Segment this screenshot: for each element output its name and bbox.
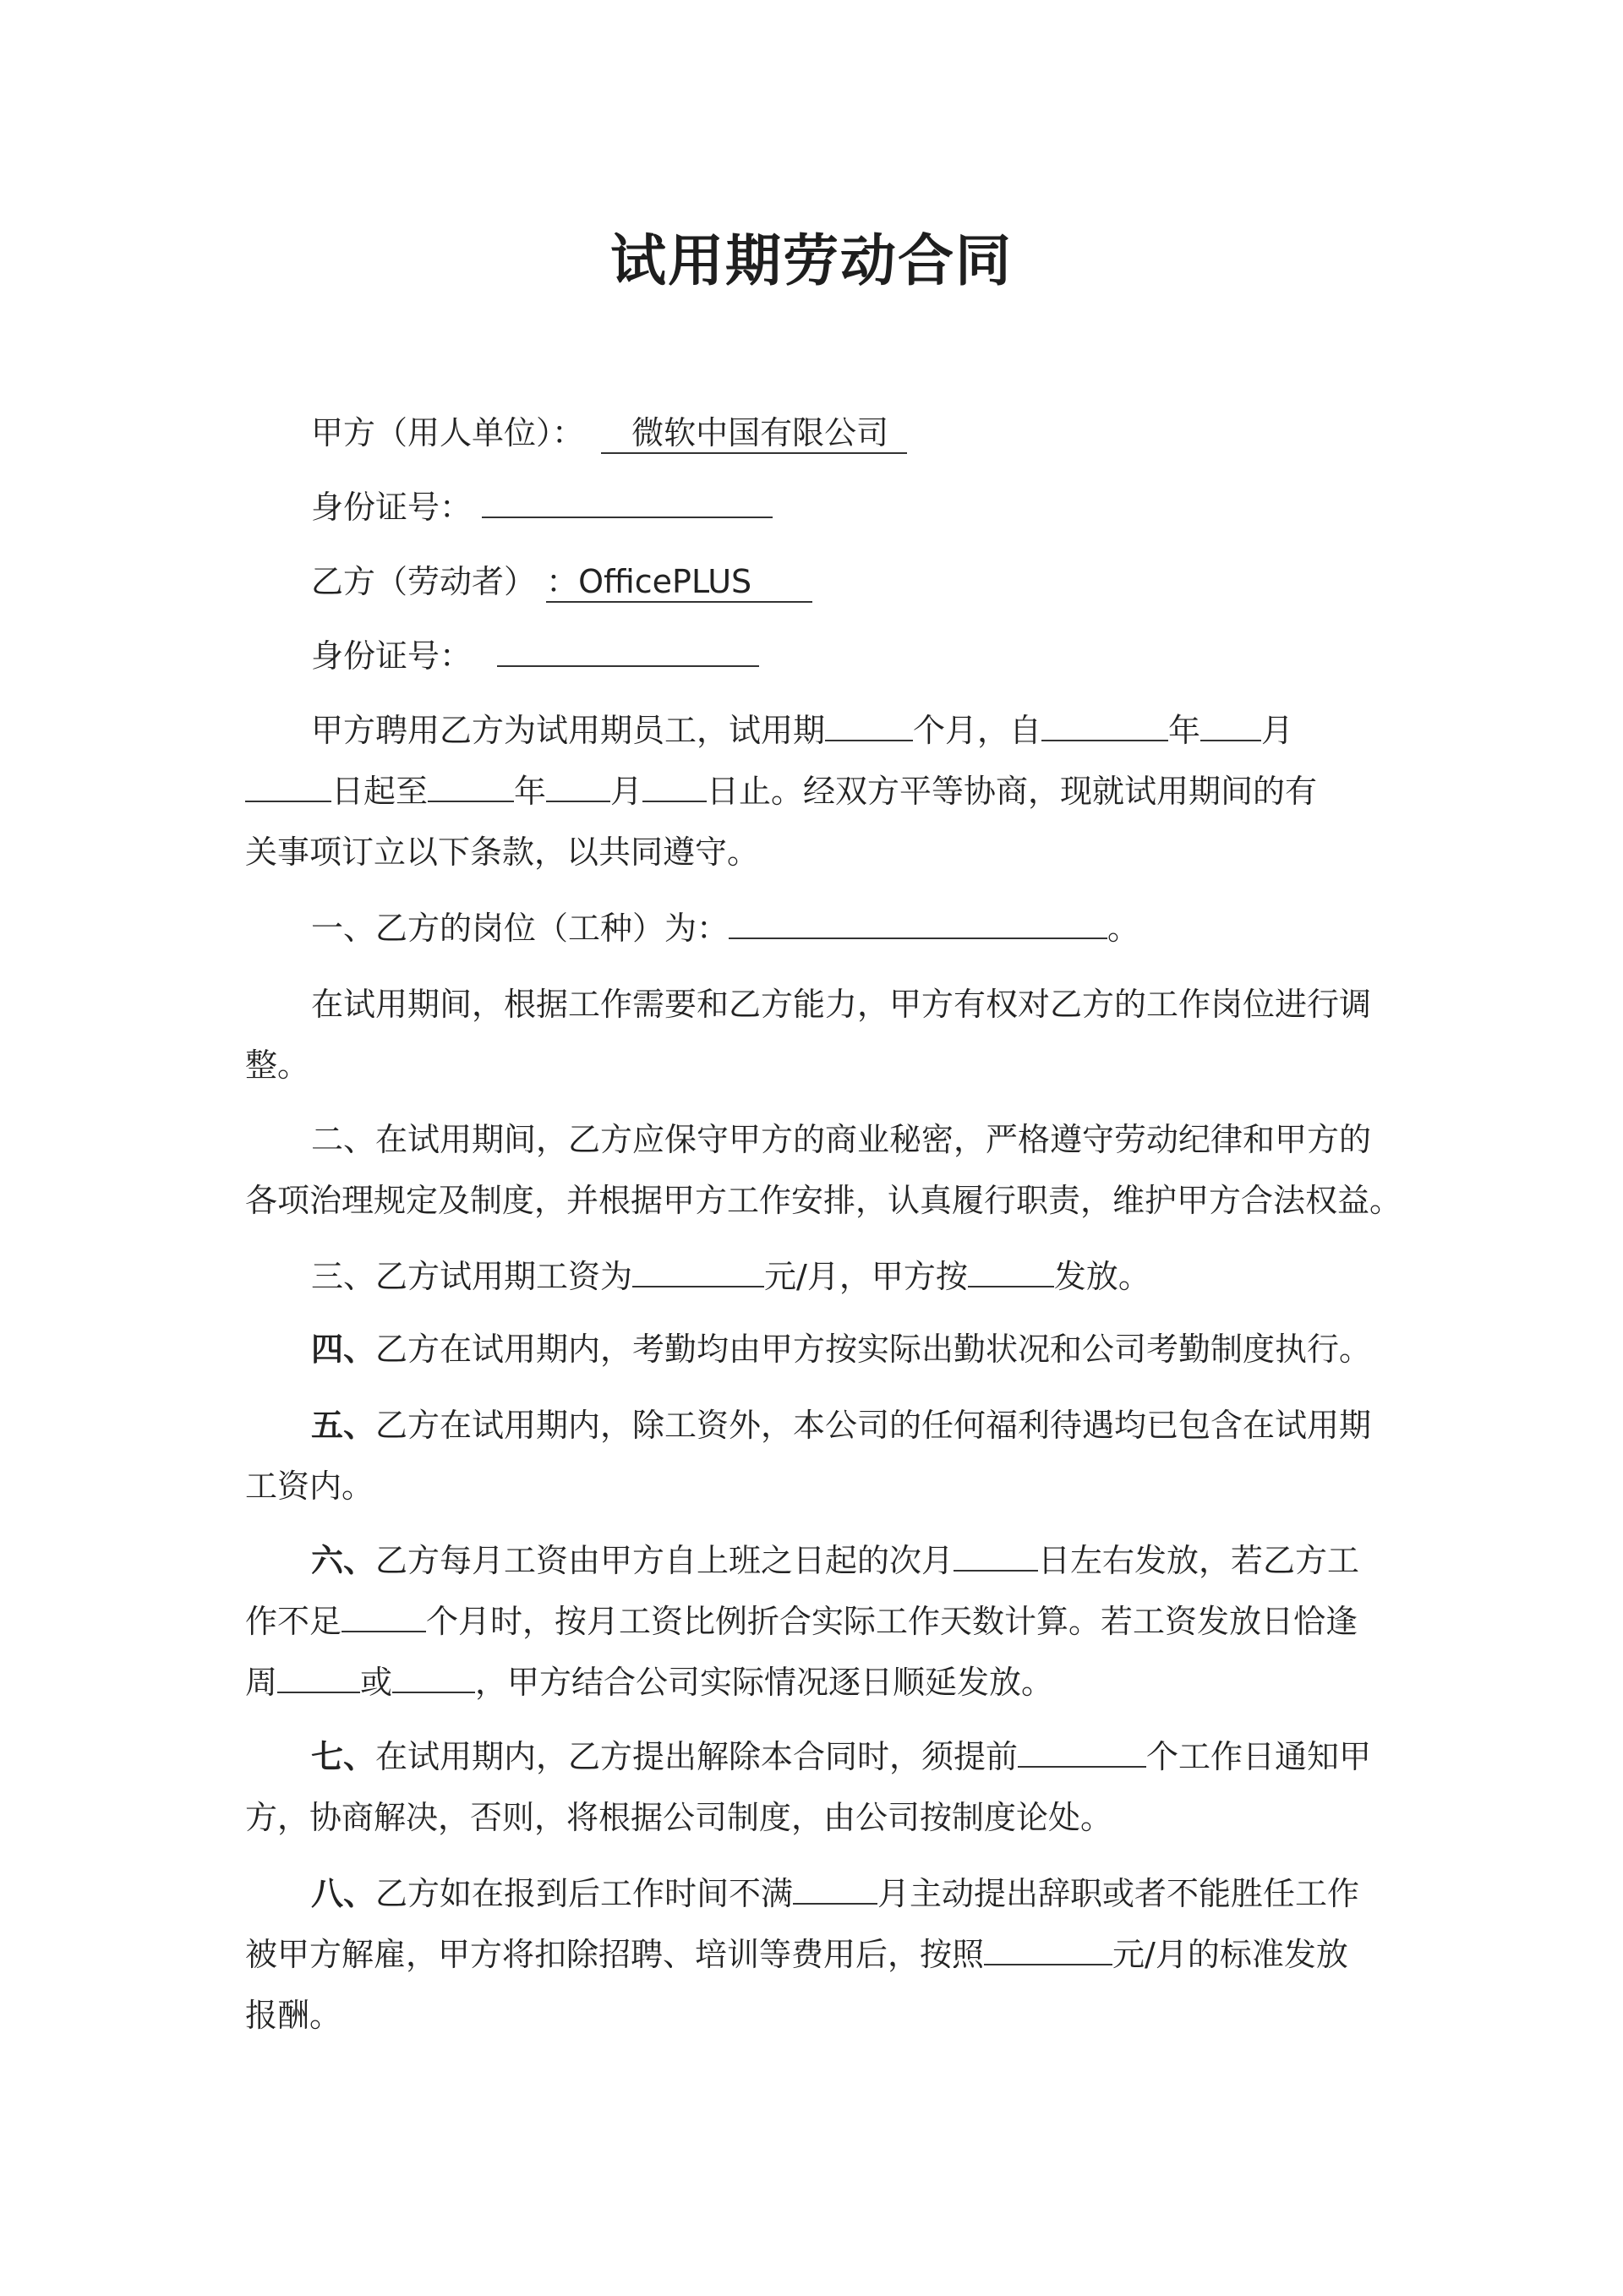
clause-4-text: 乙方在试用期内，考勤均由甲方按实际出勤状况和公司考勤制度执行。 xyxy=(375,1331,1372,1368)
clause-2-line-2 xyxy=(245,1170,1402,1231)
clause-8-text-c: 报酬。 xyxy=(245,1997,342,2034)
clause-6-text-b2: 个月时，按月工资比例折合实际工作天数计算。若工资发放日恰逢 xyxy=(426,1603,1358,1640)
clause-5-line-2 xyxy=(245,1456,1386,1517)
clause-1-para-line-2 xyxy=(245,1035,1386,1096)
blank-end-day xyxy=(642,762,707,802)
clause-2-text-a: 二、在试用期间，乙方应保守甲方的商业秘密，严格遵守劳动纪律和甲方的 xyxy=(311,1121,1372,1158)
intro-line-1 xyxy=(245,700,1386,761)
clause-7-number: 七、 xyxy=(311,1738,376,1775)
clause-6-line-1 xyxy=(245,1530,1386,1591)
clause-6-number: 六、 xyxy=(311,1542,376,1579)
intro-line-3 xyxy=(245,822,1386,883)
clause-8-text-b2: 元/月的标准发放 xyxy=(1112,1936,1348,1973)
clause-7-line-1 xyxy=(245,1726,1386,1787)
intro-text-4: 月 xyxy=(1261,712,1294,749)
clause-7-text-a2: 个工作日通知甲 xyxy=(1146,1738,1372,1775)
clause-5-line-1 xyxy=(245,1395,1386,1456)
blank-position xyxy=(729,899,1107,939)
clause-6-line-3 xyxy=(245,1652,1386,1713)
id-number-blank-2 xyxy=(497,626,759,667)
blank-start-day xyxy=(245,762,331,802)
clause-3-text-b: 元/月，甲方按 xyxy=(764,1258,968,1295)
blank-weekday-1 xyxy=(277,1653,360,1693)
intro-text-7: 月 xyxy=(610,773,643,810)
clause-7-line-2 xyxy=(245,1787,1386,1848)
intro-text-9: 关事项订立以下条款，以共同遵守。 xyxy=(245,834,760,871)
clause-6-text-a1: 乙方每月工资由甲方自上班之日起的次月 xyxy=(375,1542,954,1579)
party-b-value: ：OfficePLUS xyxy=(546,562,812,603)
clause-1-para-line-1 xyxy=(245,974,1386,1035)
id-label-2: 身份证号： xyxy=(311,637,473,675)
party-b-label: 乙方（劳动者） xyxy=(311,563,537,600)
blank-probation-months xyxy=(825,701,913,741)
party-a-value: 微软中国有限公司 xyxy=(601,413,907,454)
clause-4-number: 四、 xyxy=(311,1331,376,1368)
clause-1-para-b: 整。 xyxy=(245,1047,310,1084)
clause-8-text-a1: 乙方如在报到后工作时间不满 xyxy=(375,1875,794,1912)
id-number-blank-1 xyxy=(482,478,773,518)
clause-8-line-2 xyxy=(245,1924,1386,1985)
id-number-line-2 xyxy=(245,626,1386,686)
clause-5-text-b: 工资内。 xyxy=(245,1468,374,1505)
clause-7-text-b: 方，协商解决，否则，将根据公司制度，由公司按制度论处。 xyxy=(245,1799,1113,1836)
clause-6-line-2 xyxy=(245,1591,1386,1652)
clause-2-line-1 xyxy=(245,1109,1386,1170)
clause-2-text-b: 各项治理规定及制度，并根据甲方工作安排，认真履行职责，维护甲方合法权益。 xyxy=(245,1182,1402,1219)
clause-3-text-c: 发放。 xyxy=(1053,1258,1150,1295)
intro-text-2: 个月，自 xyxy=(913,712,1042,749)
blank-end-month xyxy=(546,762,610,802)
party-a-line xyxy=(245,402,1386,463)
blank-min-months xyxy=(793,1864,877,1905)
clause-3-text-a: 三、乙方试用期工资为 xyxy=(311,1258,633,1295)
intro-line-2 xyxy=(245,761,1386,822)
clause-1-para-a: 在试用期间，根据工作需要和乙方能力，甲方有权对乙方的工作岗位进行调 xyxy=(311,986,1372,1023)
blank-weekday-2 xyxy=(392,1653,475,1693)
clause-6-text-c2: 或 xyxy=(360,1664,393,1701)
blank-start-year xyxy=(1041,701,1168,741)
blank-end-year xyxy=(428,762,514,802)
intro-text-6: 年 xyxy=(514,773,547,810)
clause-8-text-a2: 月主动提出辞职或者不能胜任工作 xyxy=(877,1875,1360,1912)
clause-8-line-3 xyxy=(245,1985,1386,2046)
blank-payment-method xyxy=(968,1247,1054,1287)
clause-5-number: 五、 xyxy=(311,1407,376,1444)
clause-6-text-b1: 作不足 xyxy=(245,1603,342,1640)
id-label-1: 身份证号： xyxy=(311,489,473,526)
intro-text-5: 日起至 xyxy=(331,773,429,810)
document-title: 试用期劳动合同 xyxy=(610,228,1013,293)
intro-text-8: 日止。经双方平等协商，现就试用期间的有 xyxy=(707,773,1318,810)
blank-salary xyxy=(632,1247,764,1287)
party-b-line xyxy=(245,551,1386,612)
clause-3-line xyxy=(245,1246,1386,1307)
clause-8-text-b1: 被甲方解雇，甲方将扣除招聘、培训等费用后，按照 xyxy=(245,1936,985,1973)
blank-start-month xyxy=(1200,701,1261,741)
clause-8-number: 八、 xyxy=(311,1875,376,1912)
clause-4-line xyxy=(245,1319,1386,1380)
blank-notice-days xyxy=(1018,1727,1146,1768)
blank-months-short xyxy=(342,1592,426,1632)
clause-6-text-a2: 日左右发放，若乙方工 xyxy=(1038,1542,1360,1579)
intro-text-1: 甲方聘用乙方为试用期员工，试用期 xyxy=(311,712,826,749)
intro-text-3: 年 xyxy=(1168,712,1201,749)
clause-1-text: 一、乙方的岗位（工种）为： xyxy=(311,910,730,947)
clause-6-text-c3: ，甲方结合公司实际情况逐日顺延发放。 xyxy=(475,1664,1054,1701)
party-a-label: 甲方（用人单位）： xyxy=(311,414,585,451)
clause-6-text-c1: 周 xyxy=(245,1664,278,1701)
clause-5-text-a: 乙方在试用期内，除工资外，本公司的任何福利待遇均已包含在试用期 xyxy=(375,1407,1372,1444)
blank-compensation-rate xyxy=(984,1925,1112,1965)
clause-7-text-a1: 在试用期内，乙方提出解除本合同时，须提前 xyxy=(375,1738,1019,1775)
clause-1-line xyxy=(245,898,1386,959)
clause-1-end: 。 xyxy=(1107,910,1140,947)
blank-pay-day xyxy=(954,1531,1038,1572)
id-number-line-1 xyxy=(245,477,1386,538)
clause-8-line-1 xyxy=(245,1863,1386,1924)
